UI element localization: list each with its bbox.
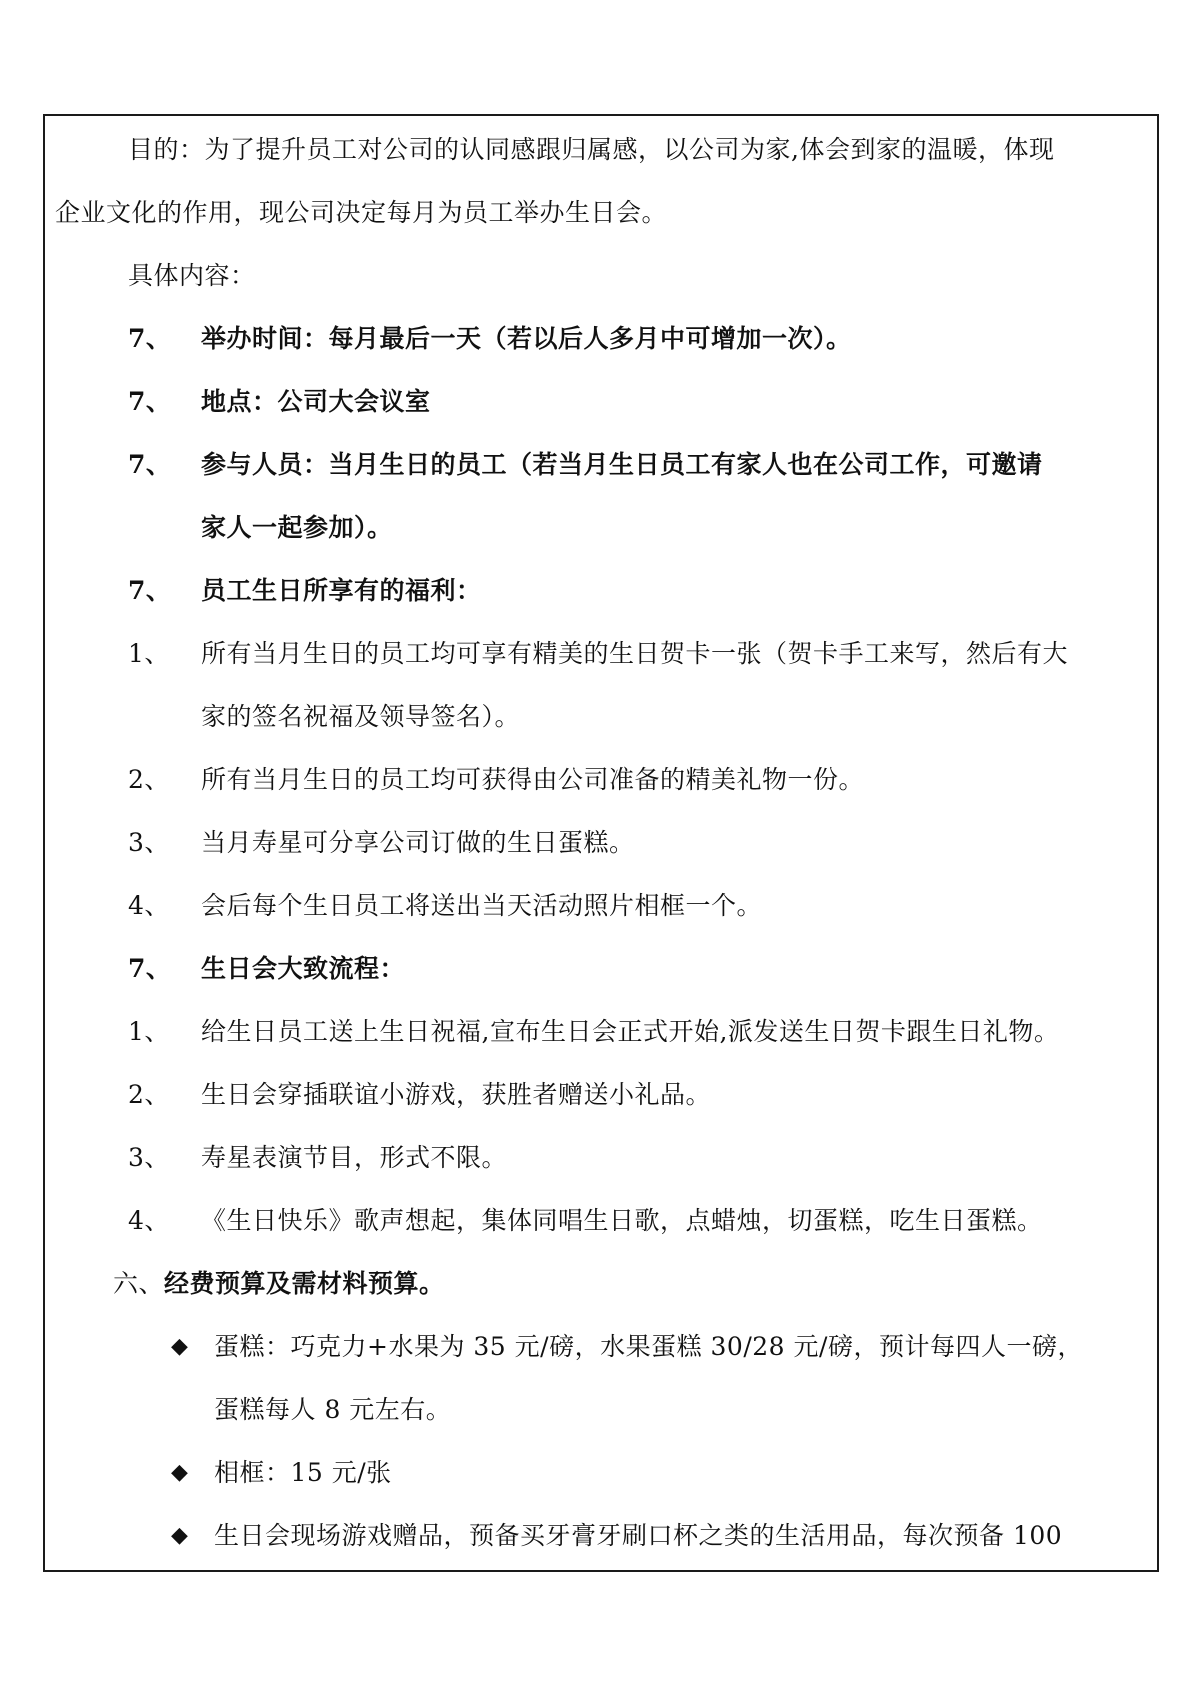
item-text: 相框：15 元/张 [214,1458,392,1487]
item-text: 所有当月生日的员工均可享有精美的生日贺卡一张（贺卡手工来写，然后有大 [201,639,1069,668]
item-text: 家的签名祝福及领导签名）。 [201,702,521,731]
item-text: 生日会现场游戏赠品，预备买牙膏牙刷口杯之类的生活用品，每次预备 100 [214,1521,1063,1550]
item-number: 2、 [128,1080,170,1109]
budget-heading [113,1267,445,1301]
item-number: 3、 [128,1143,170,1172]
item-number: 4、 [128,891,170,920]
section-number: 7、 [128,324,172,353]
section-text: 参与人员：当月生日的员工（若当月生日员工有家人也在公司工作，可邀请 [201,450,1043,479]
section-text: 生日会大致流程： [201,954,406,983]
item-text: 生日会穿插联谊小游戏，获胜者赠送小礼品。 [201,1080,712,1109]
section-number: 7、 [128,450,172,479]
item-text: 给生日员工送上生日祝福,宣布生日会正式开始,派发送生日贺卡跟生日礼物。 [201,1017,1060,1046]
content-heading: 具体内容： [128,261,256,290]
budget-heading-prefix: 六、 [113,1269,165,1298]
section-text: 家人一起参加）。 [201,513,393,542]
item-number: 1、 [128,639,170,668]
purpose-line-1: 目的：为了提升员工对公司的认同感跟归属感，以公司为家,体会到家的温暖，体现 [128,135,1055,164]
diamond-bullet-icon: ◆ [171,1460,189,1485]
section-number: 7、 [128,576,172,605]
item-text: 寿星表演节目，形式不限。 [201,1143,508,1172]
purpose-line-2: 企业文化的作用，现公司决定每月为员工举办生日会。 [55,198,668,227]
section-number: 7、 [128,387,172,416]
item-number: 1、 [128,1017,170,1046]
section-text: 员工生日所享有的福利： [201,576,482,605]
item-text: 会后每个生日员工将送出当天活动照片相框一个。 [201,891,763,920]
item-text: 《生日快乐》歌声想起，集体同唱生日歌，点蜡烛，切蛋糕，吃生日蛋糕。 [201,1206,1043,1235]
item-number: 3、 [128,828,170,857]
item-number: 2、 [128,765,170,794]
section-number: 7、 [128,954,172,983]
diamond-bullet-icon: ◆ [171,1334,189,1359]
item-text: 当月寿星可分享公司订做的生日蛋糕。 [201,828,635,857]
item-text: 蛋糕：巧克力+水果为 35 元/磅，水果蛋糕 30/28 元/磅，预计每四人一磅， [214,1332,1083,1361]
diamond-bullet-icon: ◆ [171,1523,189,1548]
budget-heading-text: 经费预算及需材料预算。 [164,1269,445,1298]
item-text: 所有当月生日的员工均可获得由公司准备的精美礼物一份。 [201,765,865,794]
item-number: 4、 [128,1206,170,1235]
section-text: 地点：公司大会议室 [201,387,431,416]
item-text: 蛋糕每人 8 元左右。 [214,1395,452,1424]
section-text: 举办时间：每月最后一天（若以后人多月中可增加一次）。 [201,324,852,353]
